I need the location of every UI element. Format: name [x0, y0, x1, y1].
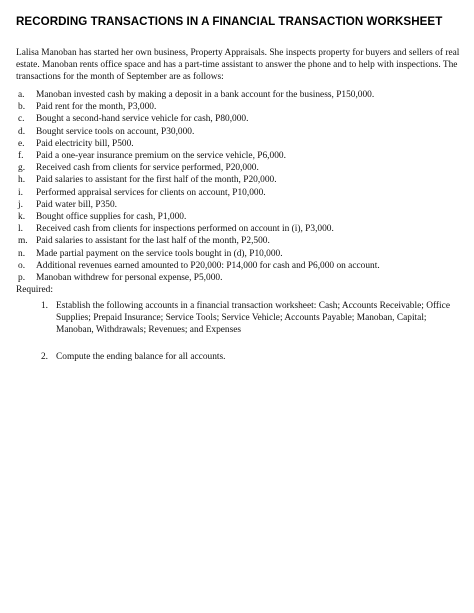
transaction-item — [16, 89, 462, 101]
transaction-label: j. — [18, 199, 23, 210]
intro-paragraph: Lalisa Manoban has started her own business, Property Appraisals. She inspects property for buyers and sellers of real estate. Manoban rents office space and has a part-time assistant to answer the phone and to help with inspections. The transactions for the month of September are as follows: — [16, 48, 460, 83]
transaction-text: Bought service tools on account, P30,000. — [36, 126, 195, 137]
transaction-text: Paid salaries to assistant for the first half of the month, P20,000. — [36, 175, 277, 186]
transaction-label: e. — [18, 138, 25, 149]
transaction-item — [16, 138, 462, 150]
transaction-item — [16, 272, 462, 284]
transaction-text: Additional revenues earned amounted to P20,000: P14,000 for cash and P6,000 on account. — [36, 260, 380, 271]
transaction-label: k. — [18, 212, 26, 223]
transaction-item — [16, 126, 462, 138]
transaction-label: d. — [18, 126, 26, 137]
transaction-text: Paid water bill, P350. — [36, 199, 117, 210]
transaction-text: Paid a one-year insurance premium on the service vehicle, P6,000. — [36, 151, 286, 162]
transaction-item — [16, 101, 462, 113]
transaction-label: g. — [18, 163, 26, 174]
transaction-label: a. — [18, 90, 25, 100]
page-title: RECORDING TRANSACTIONS IN A FINANCIAL TRANSACTION WORKSHEET — [16, 15, 443, 28]
transaction-item — [16, 162, 462, 174]
transaction-label: o. — [18, 260, 26, 271]
required-item — [16, 351, 456, 363]
transaction-label: c. — [18, 114, 25, 125]
transaction-item — [16, 260, 462, 272]
required-item — [16, 300, 456, 337]
required-text: Establish the following accounts in a financial transaction worksheet: Cash; Accounts Receivable; Office Supplies; Prepaid Insurance; Service Tools; Service Vehicle; Accounts Payable; Manoban, Capital; Manoban, Withdrawals; Revenues; and Expenses — [56, 301, 450, 336]
required-number: 2. — [40, 351, 48, 362]
transaction-label: h. — [18, 175, 26, 186]
transaction-text: Performed appraisal services for clients on account, P10,000. — [36, 187, 266, 198]
transaction-text: Bought office supplies for cash, P1,000. — [36, 212, 187, 223]
transaction-item — [16, 113, 462, 125]
transaction-text: Paid electricity bill, P500. — [36, 138, 134, 149]
transaction-text: Received cash from clients for service performed, P20,000. — [36, 163, 259, 174]
transaction-label: f. — [18, 151, 24, 162]
transaction-item — [16, 199, 462, 211]
transaction-item — [16, 235, 462, 247]
transaction-text: Manoban withdrew for personal expense, P5,000. — [36, 273, 223, 284]
transaction-item — [16, 223, 462, 235]
transaction-text: Received cash from clients for inspections performed on account in (i), P3,000. — [36, 224, 334, 235]
transaction-label: p. — [18, 273, 26, 284]
transaction-item — [16, 187, 462, 199]
transaction-text: Paid salaries to assistant for the last half of the month, P2,500. — [36, 236, 270, 247]
transaction-label: l. — [18, 224, 23, 235]
transaction-label: n. — [18, 248, 26, 259]
transaction-item — [16, 211, 462, 223]
transaction-label: b. — [18, 102, 26, 113]
transaction-text: Manoban invested cash by making a deposit in a bank account for the business, P150,000. — [36, 90, 375, 100]
transaction-label: i. — [18, 187, 23, 198]
transaction-text: Made partial payment on the service tools bought in (d), P10,000. — [36, 248, 283, 259]
required-text: Compute the ending balance for all accounts. — [56, 351, 226, 362]
transaction-text: Paid rent for the month, P3,000. — [36, 102, 157, 113]
required-list — [16, 300, 456, 363]
transaction-item — [16, 150, 462, 162]
transaction-list — [16, 89, 462, 284]
transaction-item — [16, 248, 462, 260]
required-number: 1. — [40, 301, 48, 311]
transaction-label: m. — [18, 236, 28, 247]
transaction-item — [16, 174, 462, 186]
required-heading: Required: — [16, 285, 53, 295]
transaction-text: Bought a second-hand service vehicle for cash, P80,000. — [36, 114, 249, 125]
